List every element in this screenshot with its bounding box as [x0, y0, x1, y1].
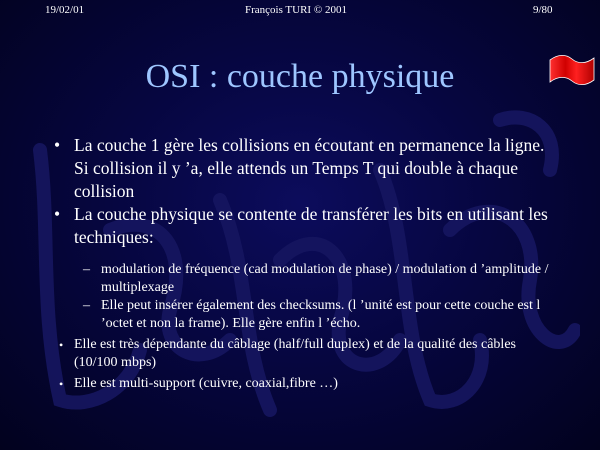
small-bullet-text: Elle est multi-support (cuivre, coaxial,fibre …) [74, 376, 338, 391]
small-bullet-text: Elle est très dépendante du câblage (half/full duplex) et de la qualité des câbles (10/100 mbps) [74, 337, 516, 370]
bullet-marker: • [59, 338, 64, 352]
slide-body [38, 134, 558, 393]
bullet-marker: • [54, 204, 61, 224]
sub-bullet-text: Elle peut insérer également des checksums. (l ’unité est pour cette couche est l ’octet et non la frame). Elle gère enfin l ’écho. [101, 298, 541, 331]
bullet-marker: • [59, 377, 64, 391]
bullet-item [38, 134, 558, 203]
header-page-number: 9/80 [533, 4, 553, 16]
dash-marker: – [83, 262, 90, 277]
bullet-text: La couche 1 gère les collisions en écoutant en permanence la ligne. Si collision il y ’a, elle attends un Temps T qui double à chaque collision [74, 135, 545, 201]
sub-bullet-list [38, 261, 558, 333]
slide-title: OSI : couche physique [145, 58, 455, 95]
bullet-marker: • [54, 135, 61, 155]
sub-bullet-text: modulation de fréquence (cad modulation de phase) / modulation d ’amplitude / multiplexage [101, 262, 549, 295]
header-author: François TURI © 2001 [245, 4, 347, 16]
header-date: 19/02/01 [45, 4, 85, 16]
sub-bullet-item [38, 261, 558, 297]
bullet-text: La couche physique se contente de transférer les bits en utilisant les techniques: [74, 204, 548, 247]
bullet-item [38, 203, 558, 249]
small-bullet-item [38, 336, 558, 372]
small-bullet-item [38, 375, 558, 393]
sub-bullet-item [38, 297, 558, 333]
dash-marker: – [83, 298, 90, 313]
